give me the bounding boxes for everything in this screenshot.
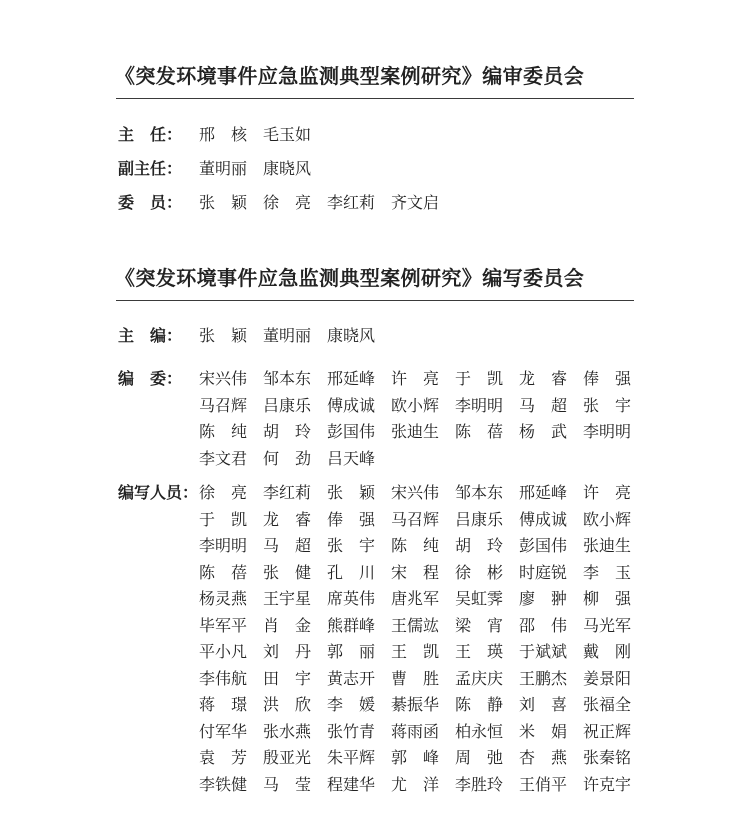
- person-name: 祝正辉: [583, 721, 632, 741]
- person-name: 张 颖: [199, 326, 248, 345]
- person-name: 陈 纯: [199, 422, 248, 441]
- person-name: 宋兴伟: [391, 483, 440, 502]
- person-name: 徐 彬: [455, 562, 504, 582]
- person-name: 郭 丽: [327, 642, 376, 661]
- writers-label: 编写人员：: [118, 483, 199, 502]
- person-name: 廖 翀: [519, 589, 568, 608]
- person-name: 綦振华: [391, 695, 440, 714]
- person-name: 王 凯: [391, 642, 440, 661]
- person-name: 张 健: [263, 562, 312, 582]
- person-name: 张水燕: [263, 721, 312, 741]
- person-name: 马召辉: [391, 509, 440, 529]
- person-name: 宋兴伟: [199, 369, 248, 388]
- person-name: 龙 睿: [263, 509, 312, 529]
- person-name: 王俏平: [519, 774, 568, 794]
- member-names: [199, 192, 439, 214]
- person-name: 吕康乐: [455, 509, 504, 529]
- person-name: 殷亚光: [263, 748, 312, 767]
- person-name: 宋 程: [391, 562, 440, 582]
- person-name: 于斌斌: [519, 642, 568, 661]
- review-committee-title: 《突发环境事件应急监测典型案例研究》编审委员会: [115, 64, 585, 88]
- person-name: 邢延峰: [327, 369, 376, 388]
- person-name: 张迪生: [583, 536, 632, 555]
- person-name: 陈 蓓: [199, 562, 248, 582]
- person-name: 彭国伟: [327, 422, 376, 441]
- writing-committee-title: 《突发环境事件应急监测典型案例研究》编写委员会: [115, 266, 585, 290]
- person-name: 何 劲: [263, 448, 312, 468]
- person-name: 彭国伟: [519, 536, 568, 555]
- person-name: 李 媛: [327, 695, 376, 714]
- person-name: 熊群峰: [327, 615, 376, 635]
- person-name: 邹本东: [263, 369, 312, 388]
- person-name: 柳 强: [583, 589, 632, 608]
- person-name: 姜景阳: [583, 668, 632, 688]
- person-name: 胡 玲: [455, 536, 504, 555]
- person-name: 许 亮: [391, 369, 440, 388]
- person-name: 王鹏杰: [519, 668, 568, 688]
- title-divider: [116, 300, 634, 301]
- person-name: 李红莉: [327, 193, 376, 212]
- person-name: 俸 强: [583, 369, 632, 388]
- chief-editor-label: 主 编：: [118, 326, 183, 345]
- person-name: 徐 亮: [199, 483, 248, 502]
- person-name: 李明明: [199, 536, 248, 555]
- person-name: 马 莹: [263, 774, 312, 794]
- person-name: 吕天峰: [327, 448, 376, 468]
- person-name: 张 颖: [327, 483, 376, 502]
- person-name: 于 凯: [199, 509, 248, 529]
- vice-chair-label: 副主任：: [118, 159, 183, 178]
- member-label: 委 员：: [118, 193, 183, 212]
- person-name: 张迪生: [391, 422, 440, 441]
- person-name: 李明明: [455, 395, 504, 415]
- chair-label: 主 任：: [118, 125, 183, 144]
- person-name: 李伟航: [199, 668, 248, 688]
- person-name: 孟庆庆: [455, 668, 504, 688]
- person-name: 徐 亮: [263, 193, 312, 212]
- person-name: 吕康乐: [263, 395, 312, 415]
- chair-names: [199, 124, 311, 146]
- chief-editor-names: [199, 325, 375, 347]
- person-name: 李 玉: [583, 562, 632, 582]
- person-name: 曹 胜: [391, 668, 440, 688]
- person-name: 张 宇: [327, 536, 376, 555]
- person-name: 欧小辉: [583, 509, 632, 529]
- person-name: 傅成诚: [519, 509, 568, 529]
- person-name: 杨灵燕: [199, 589, 248, 608]
- person-name: 米 娟: [519, 721, 568, 741]
- person-name: 刘 丹: [263, 642, 312, 661]
- person-name: 付军华: [199, 721, 248, 741]
- person-name: 孔 川: [327, 562, 376, 582]
- person-name: 李文君: [199, 448, 248, 468]
- person-name: 董明丽: [263, 326, 312, 345]
- person-name: 李胜玲: [455, 774, 504, 794]
- writers-names: [199, 480, 631, 798]
- person-name: 吴虹霁: [455, 589, 504, 608]
- person-name: 袁 芳: [199, 748, 248, 767]
- person-name: 毕军平: [199, 615, 248, 635]
- person-name: 王儒竑: [391, 615, 440, 635]
- person-name: 程建华: [327, 774, 376, 794]
- person-name: 周 弛: [455, 748, 504, 767]
- person-name: 李铁健: [199, 774, 248, 794]
- person-name: 马 超: [263, 536, 312, 555]
- person-name: 杏 燕: [519, 748, 568, 767]
- person-name: 龙 睿: [519, 369, 568, 388]
- person-name: 唐兆军: [391, 589, 440, 608]
- person-name: 傅成诚: [327, 395, 376, 415]
- person-name: 刘 喜: [519, 695, 568, 714]
- editorial-board-label: 编 委：: [118, 369, 183, 388]
- person-name: 许 亮: [583, 483, 632, 502]
- person-name: 张竹青: [327, 721, 376, 741]
- person-name: 张 颖: [199, 193, 248, 212]
- person-name: 邢 核: [199, 125, 248, 144]
- title-divider: [116, 98, 634, 99]
- person-name: 张秦铭: [583, 748, 632, 767]
- person-name: 时庭锐: [519, 562, 568, 582]
- person-name: 邵 伟: [519, 615, 568, 635]
- person-name: 戴 刚: [583, 642, 632, 661]
- person-name: 康晓风: [263, 159, 312, 178]
- person-name: 马 超: [519, 395, 568, 415]
- person-name: 陈 纯: [391, 536, 440, 555]
- person-name: 尤 洋: [391, 774, 440, 794]
- person-name: 董明丽: [199, 159, 248, 178]
- person-name: 柏永恒: [455, 721, 504, 741]
- person-name: 黄志开: [327, 668, 376, 688]
- person-name: 许克宇: [583, 774, 632, 794]
- person-name: 于 凯: [455, 369, 504, 388]
- person-name: 邢延峰: [519, 483, 568, 502]
- person-name: 康晓风: [327, 326, 376, 345]
- person-name: 毛玉如: [263, 125, 312, 144]
- person-name: 李红莉: [263, 483, 312, 502]
- person-name: 杨 武: [519, 422, 568, 441]
- person-name: 齐文启: [391, 193, 440, 212]
- person-name: 朱平辉: [327, 748, 376, 767]
- person-name: 马召辉: [199, 395, 248, 415]
- editorial-board-names: [199, 366, 631, 472]
- person-name: 马光军: [583, 615, 632, 635]
- person-name: 席英伟: [327, 589, 376, 608]
- person-name: 陈 蓓: [455, 422, 504, 441]
- person-name: 王宇星: [263, 589, 312, 608]
- person-name: 张 宇: [583, 395, 632, 415]
- person-name: 田 宇: [263, 668, 312, 688]
- person-name: 王 瑛: [455, 642, 504, 661]
- person-name: 李明明: [583, 422, 632, 441]
- person-name: 俸 强: [327, 509, 376, 529]
- person-name: 洪 欣: [263, 695, 312, 714]
- person-name: 张福全: [583, 695, 632, 714]
- person-name: 欧小辉: [391, 395, 440, 415]
- vice-chair-names: [199, 158, 311, 180]
- person-name: 陈 静: [455, 695, 504, 714]
- person-name: 蒋 璟: [199, 695, 248, 714]
- person-name: 梁 宵: [455, 615, 504, 635]
- person-name: 蒋雨函: [391, 721, 440, 741]
- person-name: 肖 金: [263, 615, 312, 635]
- person-name: 胡 玲: [263, 422, 312, 441]
- person-name: 平小凡: [199, 642, 248, 661]
- person-name: 邹本东: [455, 483, 504, 502]
- person-name: 郭 峰: [391, 748, 440, 767]
